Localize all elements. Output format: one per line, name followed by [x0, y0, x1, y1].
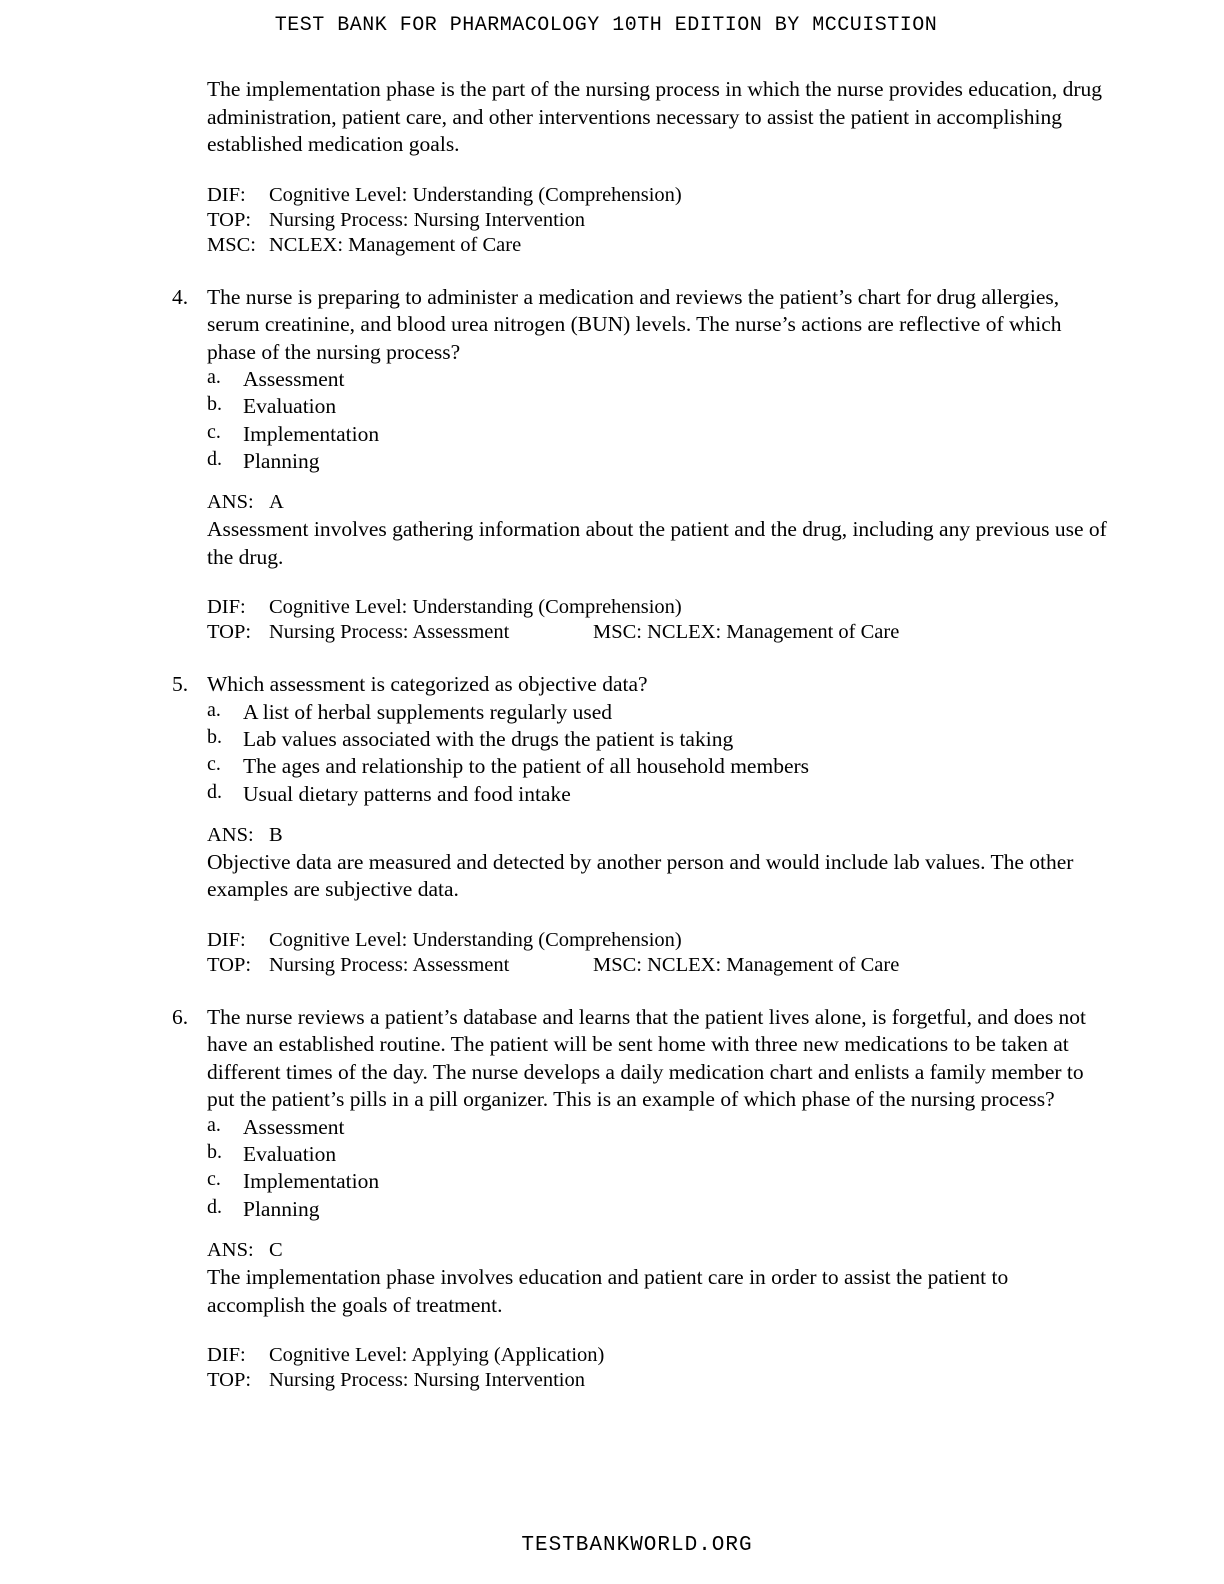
- dif-row: [207, 1343, 1107, 1368]
- answer-row: [207, 1237, 1107, 1264]
- intro-top-row: [207, 208, 1107, 233]
- option-text: Planning: [243, 448, 320, 473]
- intro-meta: [207, 183, 1107, 258]
- option-text: Assessment: [243, 367, 345, 391]
- option-c: [207, 753, 1107, 780]
- answer-value: B: [269, 823, 283, 846]
- option-list: [207, 366, 1107, 475]
- option-text: Implementation: [243, 1169, 380, 1194]
- option-text: Evaluation: [243, 1142, 337, 1167]
- answer-value: A: [269, 491, 284, 514]
- msc-value: MSC: NCLEX: Management of Care: [593, 953, 900, 976]
- option-c: [207, 421, 1107, 448]
- option-text: A list of herbal supplements regularly used: [243, 699, 613, 724]
- option-text: Planning: [243, 1196, 320, 1221]
- answer-label: ANS:: [207, 491, 254, 514]
- dif-value: Cognitive Level: Understanding (Comprehension): [269, 928, 682, 951]
- option-letter: c.: [207, 420, 221, 443]
- top-label: TOP:: [207, 621, 252, 644]
- question-4: [172, 284, 1107, 646]
- top-row: [207, 1368, 1107, 1393]
- option-d: [207, 1196, 1107, 1223]
- top-label: TOP:: [207, 208, 252, 231]
- answer-value: C: [269, 1239, 283, 1262]
- option-letter: c.: [207, 753, 221, 776]
- option-letter: b.: [207, 1141, 222, 1164]
- option-letter: a.: [207, 1113, 221, 1136]
- question-stem: The nurse is preparing to administer a medication and reviews the patient’s chart for drug allergies, serum creatinine, and blood urea nitrogen (BUN) levels. The nurse’s actions are reflective of which phase of the nursing process?: [207, 284, 1062, 364]
- dif-row: [207, 595, 1107, 620]
- option-text: The ages and relationship to the patient of all household members: [243, 754, 810, 779]
- option-list: [207, 699, 1107, 808]
- option-b: [207, 726, 1107, 753]
- option-list: [207, 1114, 1107, 1223]
- option-d: [207, 781, 1107, 808]
- msc-value: NCLEX: Management of Care: [269, 233, 522, 256]
- option-letter: a.: [207, 698, 221, 721]
- intro-msc-row: [207, 233, 1107, 258]
- top-label: TOP:: [207, 1369, 252, 1392]
- answer-rationale: Objective data are measured and detected by another person and would include lab values. The other examples are subjective data.: [207, 849, 1074, 902]
- dif-row: [207, 928, 1107, 953]
- option-d: [207, 448, 1107, 475]
- option-letter: b.: [207, 725, 222, 748]
- dif-value: Cognitive Level: Applying (Application): [269, 1344, 605, 1367]
- page-content: [172, 76, 1107, 1393]
- answer-label: ANS:: [207, 1239, 254, 1262]
- option-text: Lab values associated with the drugs the patient is taking: [243, 726, 734, 751]
- option-letter: d.: [207, 1195, 222, 1218]
- question-number: 5.: [172, 672, 189, 697]
- top-value: Nursing Process: Nursing Intervention: [269, 208, 585, 231]
- intro-rationale: The implementation phase is the part of the nursing process in which the nurse provides education, drug administration, patient care, and other interventions necessary to assist the patient in accomplishing established medication goals.: [207, 77, 1103, 156]
- intro-dif-row: [207, 183, 1107, 208]
- option-a: [207, 366, 1107, 393]
- dif-label: DIF:: [207, 596, 246, 619]
- page-header: TEST BANK FOR PHARMACOLOGY 10TH EDITION BY MCCUISTION: [274, 14, 938, 37]
- option-b: [207, 393, 1107, 420]
- top-value: Nursing Process: Assessment: [269, 621, 510, 644]
- top-row: [207, 620, 1107, 645]
- option-c: [207, 1168, 1107, 1195]
- dif-label: DIF:: [207, 183, 246, 206]
- question-number: 4.: [172, 284, 189, 309]
- answer-rationale: The implementation phase involves education and patient care in order to assist the patient to accomplish the goals of treatment.: [207, 1265, 1009, 1317]
- question-number: 6.: [172, 1004, 189, 1029]
- option-a: [207, 1114, 1107, 1141]
- question-6: [172, 1004, 1107, 1393]
- option-text: Assessment: [243, 1114, 345, 1139]
- option-letter: b.: [207, 393, 222, 416]
- option-b: [207, 1141, 1107, 1168]
- option-letter: d.: [207, 780, 222, 803]
- answer-row: [207, 489, 1107, 516]
- page-footer: TESTBANKWORLD.ORG: [521, 1534, 753, 1557]
- dif-value: Cognitive Level: Understanding (Comprehension): [269, 596, 682, 619]
- answer-row: [207, 822, 1107, 849]
- question-meta: [207, 595, 1107, 645]
- option-letter: a.: [207, 366, 221, 388]
- dif-label: DIF:: [207, 928, 246, 951]
- answer-label: ANS:: [207, 823, 254, 846]
- question-stem: Which assessment is categorized as objective data?: [207, 672, 648, 697]
- msc-label: MSC:: [207, 233, 256, 256]
- dif-label: DIF:: [207, 1344, 246, 1367]
- answer-rationale: Assessment involves gathering information about the patient and the drug, including any previous use of the drug.: [207, 517, 1107, 569]
- option-letter: c.: [207, 1168, 221, 1191]
- option-text: Implementation: [243, 421, 380, 446]
- question-meta: [207, 1343, 1107, 1393]
- top-row: [207, 953, 1107, 978]
- top-value: Nursing Process: Assessment: [269, 953, 510, 976]
- option-letter: d.: [207, 447, 222, 470]
- option-text: Evaluation: [243, 394, 337, 419]
- top-value: Nursing Process: Nursing Intervention: [269, 1369, 585, 1392]
- top-label: TOP:: [207, 953, 252, 976]
- dif-value: Cognitive Level: Understanding (Comprehension): [269, 183, 682, 206]
- msc-value: MSC: NCLEX: Management of Care: [593, 621, 900, 644]
- question-stem: The nurse reviews a patient’s database and learns that the patient lives alone, is forgetful, and does not have an established routine. The patient will be sent home with three new medications to be taken at different times of the day. The nurse develops a daily medication chart and enlists a family member to put the patient’s pills in a pill organizer. This is an example of which phase of the nursing process?: [207, 1004, 1087, 1112]
- option-text: Usual dietary patterns and food intake: [243, 781, 571, 806]
- option-a: [207, 699, 1107, 726]
- question-5: [172, 671, 1107, 978]
- question-meta: [207, 928, 1107, 978]
